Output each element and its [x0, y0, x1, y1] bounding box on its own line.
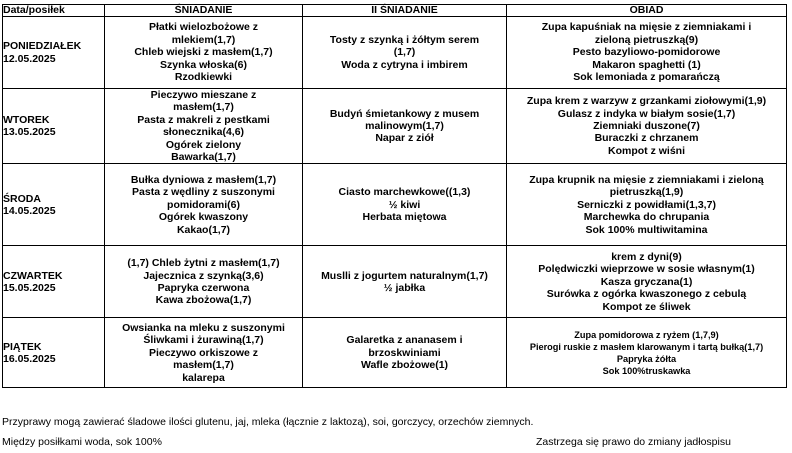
day-name: PONIEDZIAŁEK	[3, 40, 82, 53]
menu-line: malinowym(1,7)	[365, 120, 444, 133]
menu-line: masłem(1,7)	[173, 101, 234, 114]
day-cell	[3, 318, 105, 388]
day-row	[3, 246, 787, 318]
day-date: 12.05.2025	[3, 52, 56, 65]
menu-line: Papryka czerwona	[157, 281, 250, 294]
menu-line: Pierogi ruskie z masłem klarowanym i tartą bułką(1,7)	[529, 341, 764, 352]
day-date: 16.05.2025	[3, 352, 56, 365]
between-meals-note: Między posiłkami woda, sok 100%	[2, 436, 162, 448]
menu-line: Bułka dyniowa z masłem(1,7)	[130, 173, 277, 186]
menu-line: pietruszką(1,9)	[609, 186, 684, 199]
menu-line: Muslli z jogurtem naturalnym(1,7)	[321, 269, 488, 282]
lunch-cell	[507, 17, 787, 89]
menu-line: Pasta z makreli z pestkami	[137, 113, 270, 126]
header-lunch: OBIAD	[507, 5, 787, 17]
menu-line: Pesto bazyliowo-pomidorowe	[572, 46, 721, 59]
lunch-cell	[507, 164, 787, 246]
second-breakfast-cell	[303, 17, 507, 89]
menu-line: Ciasto marchewkowe((1,3)	[338, 186, 471, 199]
menu-line: Sok lemoniada z pomarańczą	[573, 71, 720, 84]
menu-line: krem z dyni(9)	[611, 250, 682, 263]
day-cell	[3, 164, 105, 246]
menu-line: Galaretka z ananasem i	[346, 334, 463, 347]
menu-line: Buraczki z chrzanem	[594, 132, 699, 145]
menu-line: Budyń śmietankowy z musem	[329, 107, 480, 120]
menu-line: Sok 100% multiwitamina	[585, 223, 708, 236]
menu-line: Kompot ze śliwek	[602, 300, 691, 313]
menu-line: Surówka z ogórka kwaszonego z cebulą	[546, 288, 747, 301]
menu-line: Rzodkiewki	[174, 71, 233, 84]
menu-line: Makaron spaghetti (1)	[592, 58, 701, 71]
allergens-note: Przyprawy mogą zawierać śladowe ilości glutenu, jaj, mleka (łącznie z laktozą), soi, gorczycy, orzechów ziemnych.	[2, 416, 534, 428]
menu-line: Pieczywo mieszane z	[150, 89, 257, 101]
header-second-breakfast: II ŚNIADANIE	[303, 5, 507, 17]
menu-line: Owsianka na mleku z suszonymi	[122, 321, 285, 334]
day-name: WTOREK	[3, 113, 50, 126]
second-breakfast-cell	[303, 164, 507, 246]
second-breakfast-cell	[303, 318, 507, 388]
menu-line: Szynka włoska(6)	[160, 58, 247, 71]
menu-line: Zupa kapuśniak na mięsie z ziemniakami i	[541, 21, 752, 34]
header-date-meal: Data/posiłek	[3, 5, 105, 17]
menu-line: ½ jabłka	[383, 281, 426, 294]
menu-line: (1,7)	[393, 46, 416, 59]
breakfast-cell	[105, 89, 303, 164]
day-name: CZWARTEK	[3, 269, 63, 282]
menu-line: Sok 100%truskawka	[602, 365, 691, 376]
menu-line: Papryka żółta	[616, 353, 677, 364]
menu-line: Herbata miętowa	[362, 211, 447, 224]
menu-line: Pieczywo orkiszowe z	[148, 346, 259, 359]
menu-line: Marchewka do chrupania	[583, 211, 710, 224]
lunch-cell	[507, 89, 787, 164]
day-date: 15.05.2025	[3, 281, 56, 294]
menu-line: Polędwiczki wieprzowe w sosie własnym(1)	[538, 263, 755, 276]
menu-line: Pasta z wędliny z suszonymi	[132, 186, 275, 199]
menu-line: Zupa pomidorowa z ryżem (1,7,9)	[574, 329, 719, 340]
menu-line: Gulasz z indyka w białym sosie(1,7)	[557, 107, 736, 120]
menu-line: Płatki wielozbożowe z	[148, 21, 259, 34]
menu-line: Śliwkami i żurawiną(1,7)	[143, 334, 264, 347]
breakfast-cell	[105, 164, 303, 246]
second-breakfast-cell	[303, 89, 507, 164]
menu-line: zieloną pietruszką(9)	[594, 33, 699, 46]
menu-line: Zupa krupnik na mięsie z ziemniakami i zieloną	[529, 173, 764, 186]
menu-change-disclaimer: Zastrzega się prawo do zmiany jadłospisu	[536, 436, 731, 448]
menu-line: Bawarka(1,7)	[171, 151, 236, 164]
breakfast-cell	[105, 17, 303, 89]
day-name: ŚRODA	[3, 192, 41, 205]
breakfast-cell	[105, 318, 303, 388]
menu-line: Kawa zbożowa(1,7)	[155, 294, 252, 307]
header-breakfast: ŚNIADANIE	[105, 5, 303, 17]
second-breakfast-cell	[303, 246, 507, 318]
lunch-cell	[507, 318, 787, 388]
menu-line: Kasza gryczana(1)	[600, 275, 693, 288]
menu-line: Chleb wiejski z masłem(1,7)	[134, 46, 273, 59]
header-row	[3, 5, 787, 17]
menu-line: Kakao(1,7)	[176, 223, 231, 236]
menu-line: Kompot z wiśni	[608, 144, 685, 157]
menu-line: Napar z ziół	[375, 132, 434, 145]
breakfast-cell	[105, 246, 303, 318]
menu-line: Wafle zbożowe(1)	[360, 359, 449, 372]
day-row	[3, 89, 787, 164]
menu-line: Zupa krem z warzyw z grzankami ziołowymi(1,9)	[526, 95, 767, 108]
menu-line: brzoskwiniami	[368, 346, 441, 359]
menu-line: pomidorami(6)	[167, 198, 240, 211]
menu-line: Ogórek kwaszony	[158, 211, 249, 224]
day-date: 13.05.2025	[3, 126, 56, 139]
day-cell	[3, 17, 105, 89]
menu-line: Tosty z szynką i żółtym serem	[329, 33, 480, 46]
day-name: PIĄTEK	[3, 340, 42, 353]
day-cell	[3, 246, 105, 318]
menu-line: masłem(1,7)	[173, 359, 234, 372]
menu-line: słonecznika(4,6)	[162, 126, 245, 139]
lunch-cell	[507, 246, 787, 318]
menu-line: (1,7) Chleb żytni z masłem(1,7)	[127, 257, 280, 270]
day-cell	[3, 89, 105, 164]
menu-line: kalarepa	[182, 371, 225, 384]
menu-line: Serniczki z powidłami(1,3,7)	[577, 198, 716, 211]
menu-line: Woda z cytryna i imbirem	[341, 58, 468, 71]
menu-line: ½ kiwi	[388, 198, 421, 211]
day-date: 14.05.2025	[3, 204, 56, 217]
day-row	[3, 17, 787, 89]
menu-line: Jajecznica z szynką(3,6)	[143, 269, 264, 282]
menu-table	[2, 4, 787, 388]
menu-line: Ziemniaki duszone(7)	[593, 120, 700, 133]
day-row	[3, 318, 787, 388]
menu-line: mlekiem(1,7)	[171, 33, 236, 46]
day-row	[3, 164, 787, 246]
menu-line: Ogórek zielony	[165, 138, 242, 151]
